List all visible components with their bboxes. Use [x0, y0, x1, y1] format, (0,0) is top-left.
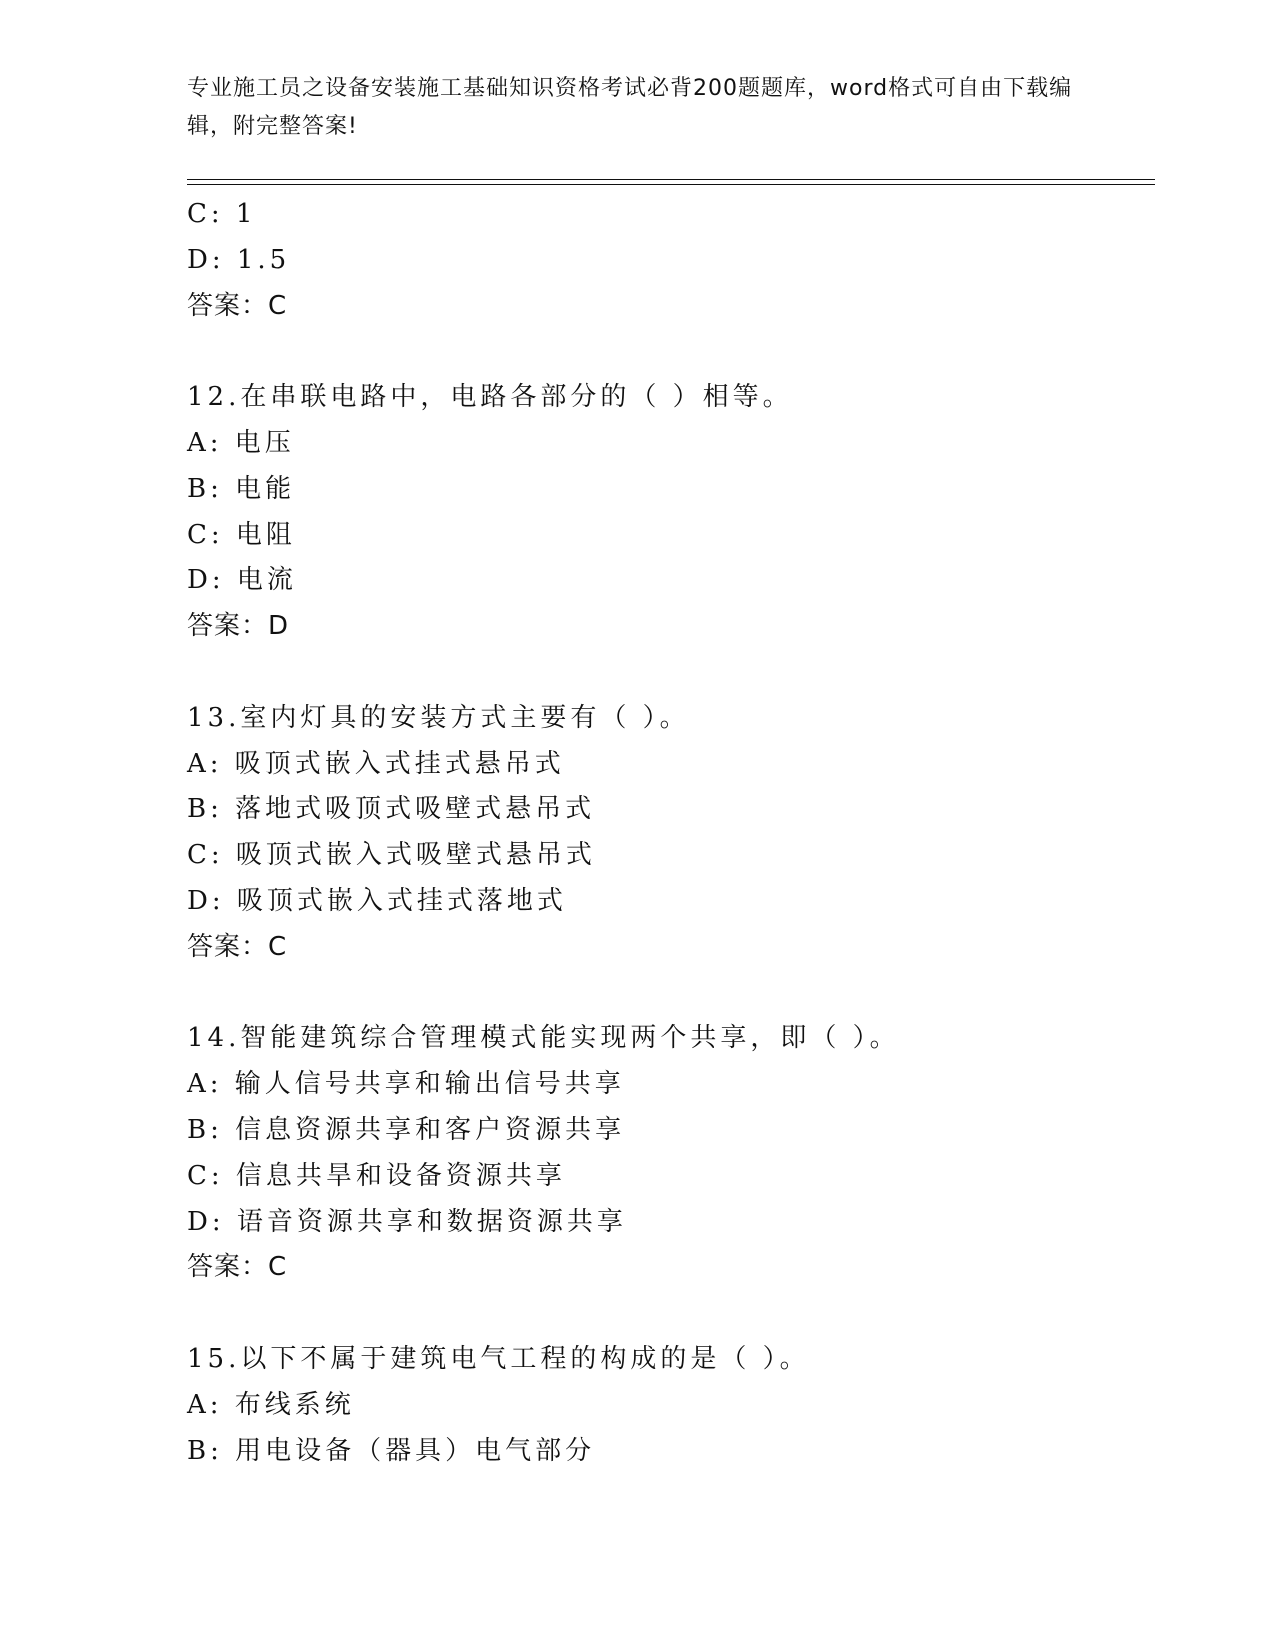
spacer [187, 650, 1155, 696]
question-stem: 13.室内灯具的安装方式主要有（ ）。 [187, 702, 690, 733]
document-header [187, 70, 1087, 146]
header-divider-bottom [187, 184, 1155, 185]
option-b: B: 落地式吸顶式吸壁式悬吊式 [187, 794, 596, 825]
spacer [187, 971, 1155, 1017]
option-c: C: 信息共旱和设备资源共享 [187, 1160, 566, 1191]
option-d: D: 电流 [187, 565, 297, 596]
option-c: C: 1 [187, 199, 257, 229]
question-stem: 15.以下不属于建筑电气工程的构成的是（ ）。 [187, 1343, 810, 1374]
spacer [187, 329, 1155, 375]
question-12 [187, 375, 1155, 650]
question-fragment [187, 192, 1155, 329]
option-c: C: 电阻 [187, 519, 296, 550]
option-d: D: 吸顶式嵌入式挂式落地式 [187, 885, 567, 916]
spacer [187, 1291, 1155, 1337]
header-title: 专业施工员之设备安装施工基础知识资格考试必背200题题库，word格式可自由下载编辑，附完整答案! [187, 76, 1073, 139]
option-b: B: 用电设备（器具）电气部分 [187, 1435, 596, 1466]
header-divider-top [187, 179, 1155, 180]
question-stem: 12.在串联电路中，电路各部分的（ ）相等。 [187, 382, 793, 413]
answer-line: 答案：C [187, 1252, 288, 1283]
question-14 [187, 1016, 1155, 1291]
question-13 [187, 696, 1155, 971]
answer-line: 答案：C [187, 290, 288, 321]
option-b: B: 电能 [187, 473, 296, 504]
option-a: A: 输人信号共享和输出信号共享 [187, 1069, 625, 1100]
question-stem: 14.智能建筑综合管理模式能实现两个共享，即（ ）。 [187, 1023, 900, 1054]
option-d: D: 1.5 [187, 244, 291, 275]
question-15 [187, 1337, 1155, 1474]
option-a: A: 电压 [187, 427, 295, 458]
option-c: C: 吸顶式嵌入式吸壁式悬吊式 [187, 840, 596, 871]
answer-line: 答案：D [187, 611, 290, 642]
document-body [187, 192, 1155, 1474]
option-a: A: 布线系统 [187, 1389, 355, 1420]
option-a: A: 吸顶式嵌入式挂式悬吊式 [187, 748, 565, 779]
option-b: B: 信息资源共享和客户资源共享 [187, 1114, 626, 1145]
answer-line: 答案：C [187, 931, 288, 962]
option-d: D: 语音资源共享和数据资源共享 [187, 1206, 627, 1237]
